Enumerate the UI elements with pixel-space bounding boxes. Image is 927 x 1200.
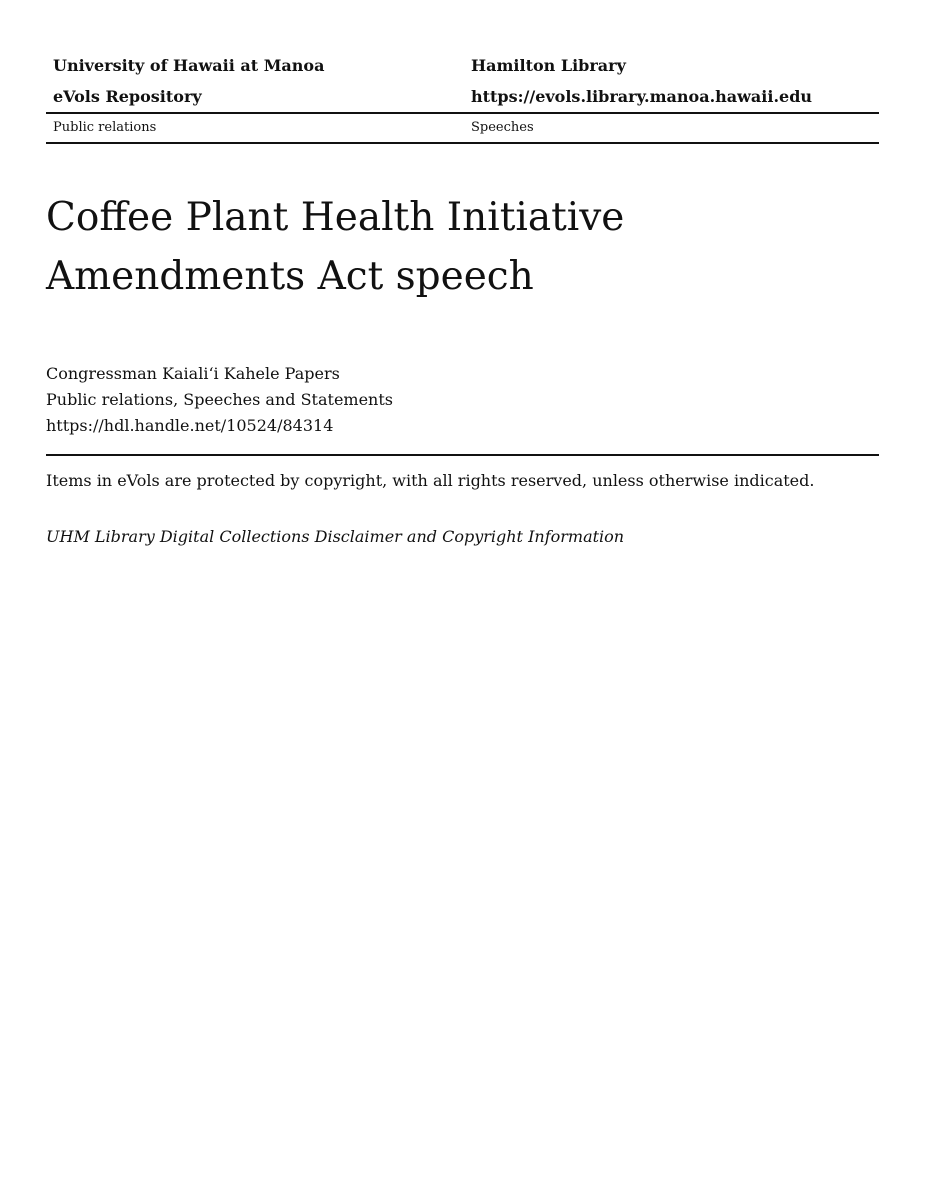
copyright-notice: Items in eVols are protected by copyright, with all rights reserved, unless otherwise indicated. xyxy=(46,471,815,490)
category-secondary: Speeches xyxy=(471,120,534,135)
repository-header xyxy=(46,50,879,144)
category-primary: Public relations xyxy=(53,120,157,135)
document-title xyxy=(46,188,879,306)
repository-url-link[interactable]: https://evols.library.manoa.hawaii.edu xyxy=(471,87,813,106)
institution-name: University of Hawaii at Manoa xyxy=(53,56,325,75)
disclaimer-link[interactable]: UHM Library Digital Collections Disclaimer and Copyright Information xyxy=(46,527,625,546)
rights-divider xyxy=(46,454,879,456)
header-row-categories xyxy=(46,114,879,142)
document-metadata xyxy=(46,361,879,439)
handle-link[interactable]: https://hdl.handle.net/10524/84314 xyxy=(46,416,334,435)
library-name: Hamilton Library xyxy=(471,56,626,75)
collection-name: Congressman Kaiali‘i Kahele Papers xyxy=(46,364,340,383)
subject-list: Public relations, Speeches and Statements xyxy=(46,390,393,409)
header-row-repository xyxy=(46,81,879,112)
repository-name: eVols Repository xyxy=(53,87,202,106)
header-bottom-divider xyxy=(46,142,879,144)
document-title-line-1: Coffee Plant Health Initiative xyxy=(46,195,625,240)
header-row-institution xyxy=(46,50,879,81)
document-title-line-2: Amendments Act speech xyxy=(46,254,534,299)
